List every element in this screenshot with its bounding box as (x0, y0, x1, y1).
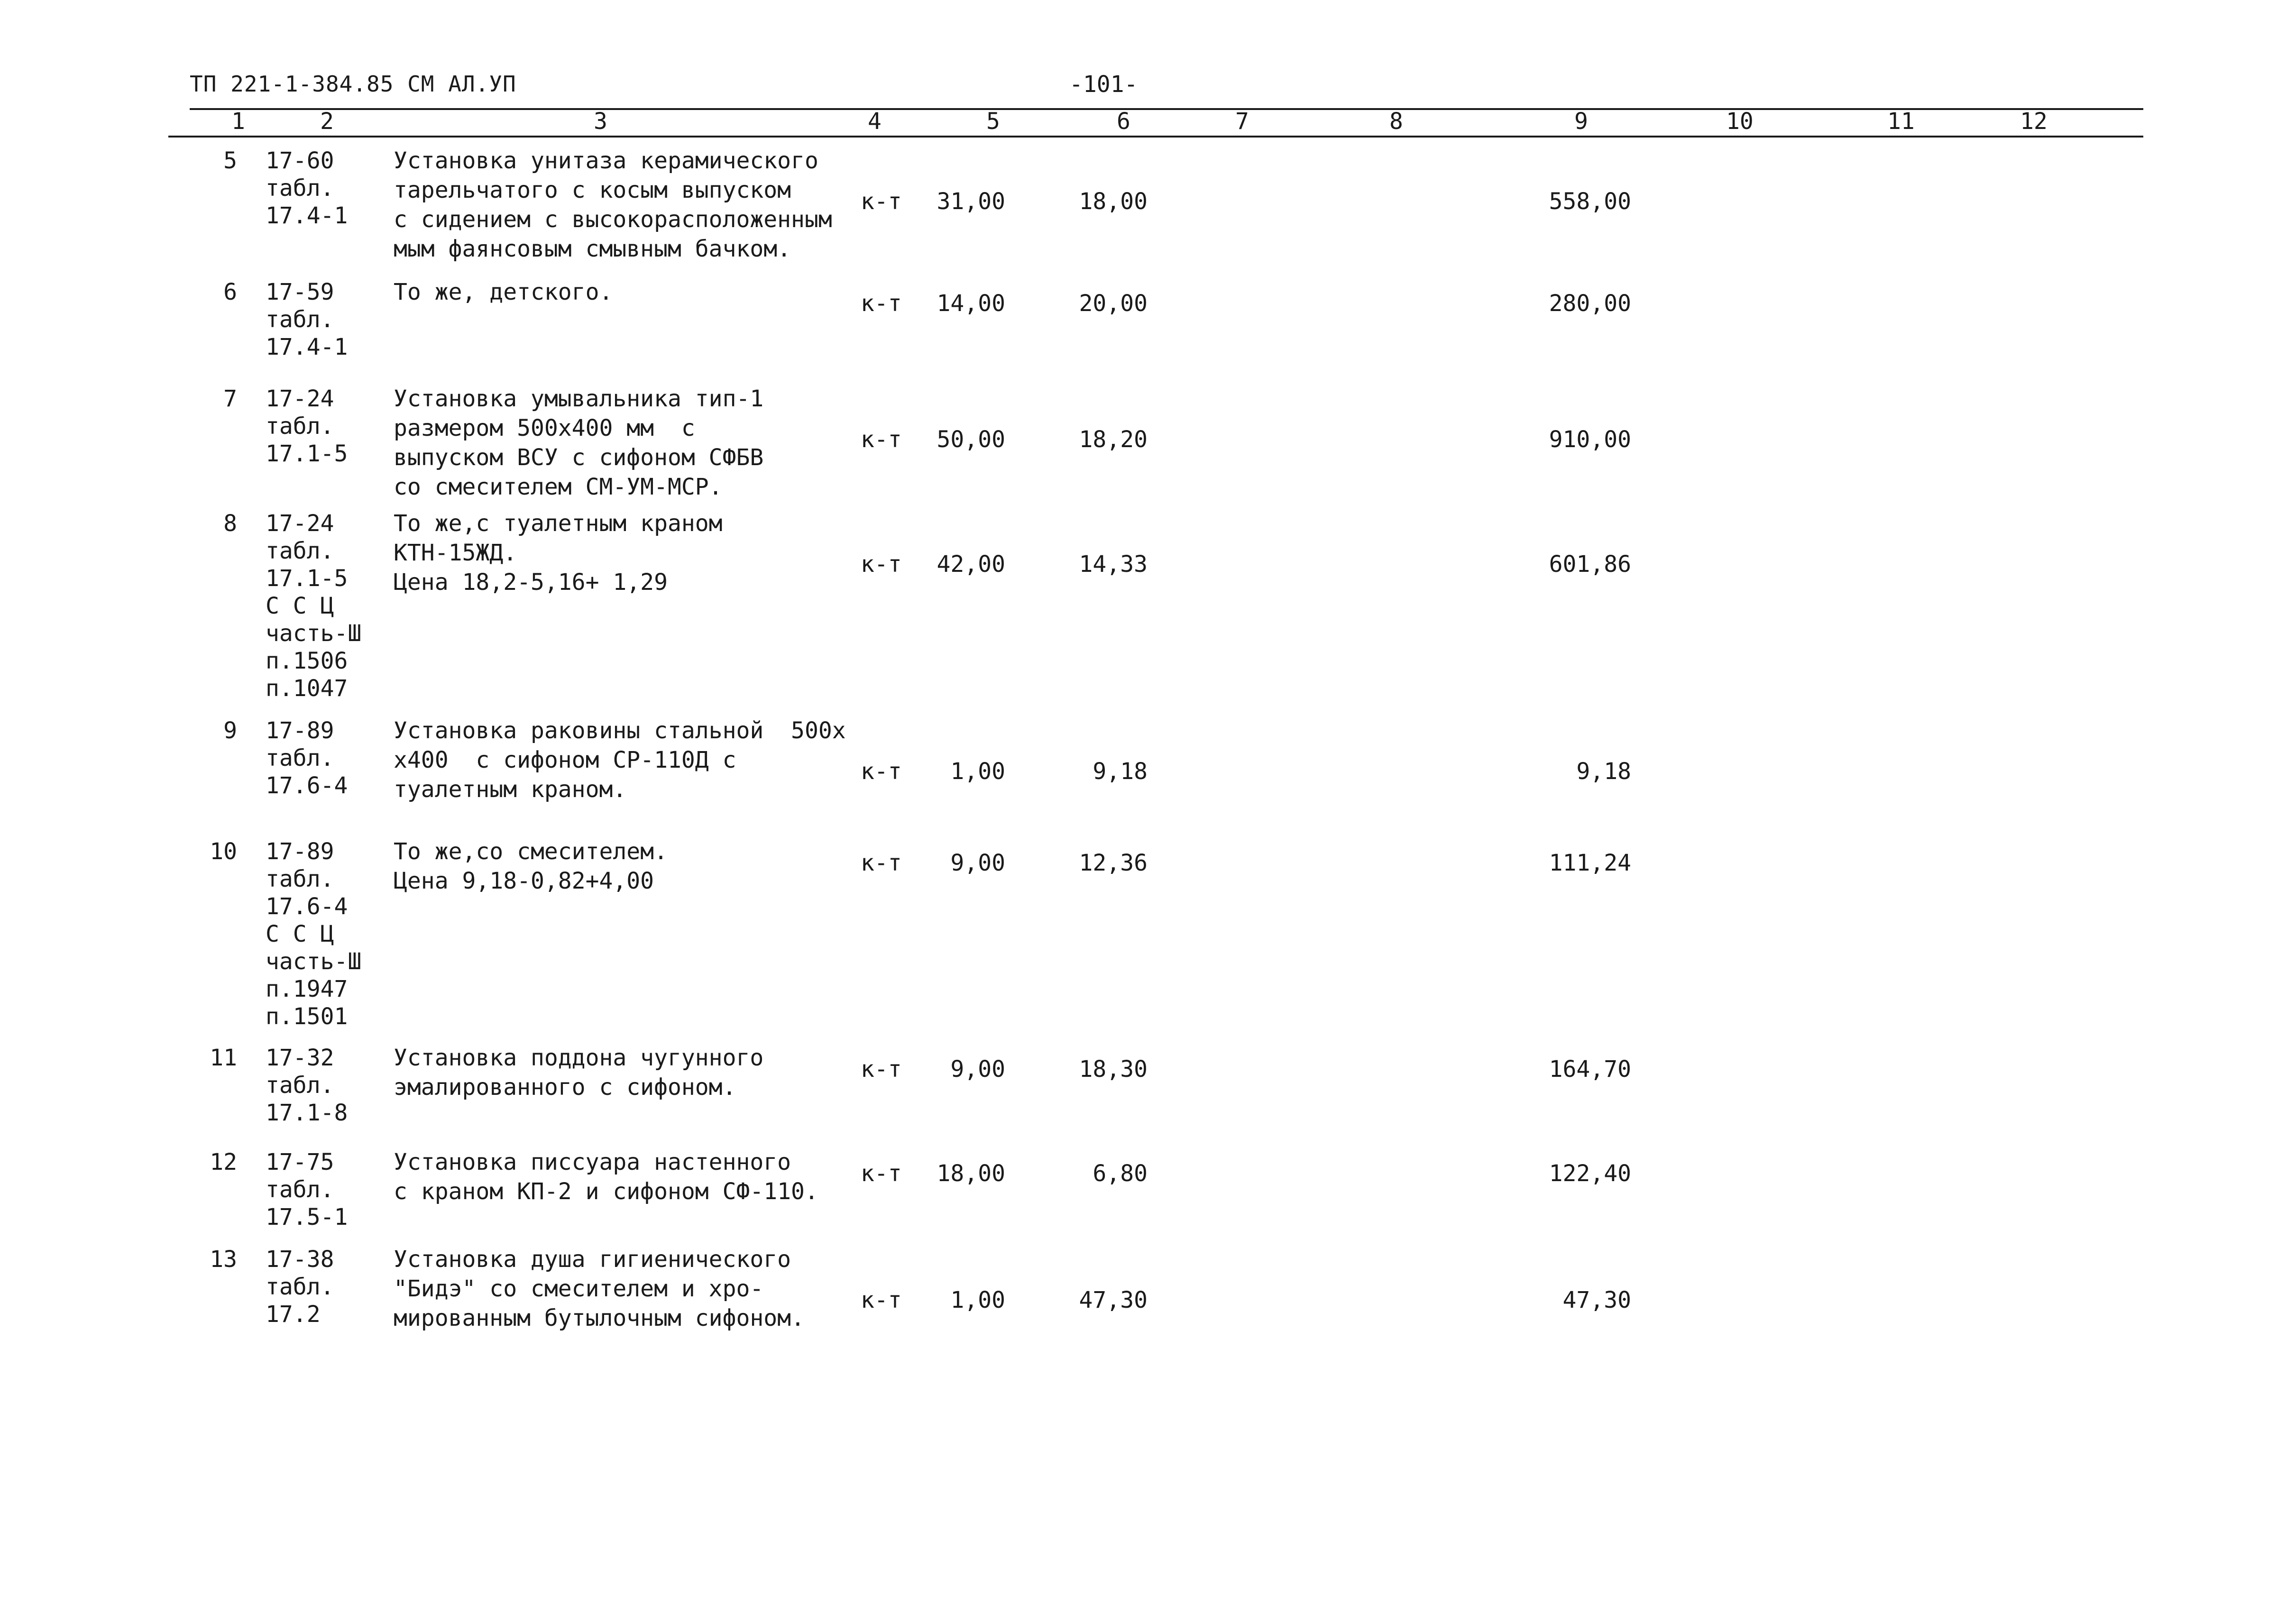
norm-reference-line: 17.1-5 (266, 565, 348, 592)
norm-reference-line: 17-38 (266, 1246, 334, 1273)
unit-cell: к-т (861, 1056, 902, 1083)
column-header-7: 7 (1235, 108, 1249, 135)
norm-reference-line: табл. (266, 1274, 334, 1300)
description-line: То же,со смесителем. (394, 838, 668, 865)
norm-reference-line: С С Ц (266, 593, 334, 619)
norm-reference-line: 17-24 (266, 510, 334, 537)
description-line: КТН-15ЖД. (394, 540, 517, 566)
norm-reference-line: п.1501 (266, 1003, 348, 1030)
norm-reference-line: табл. (266, 306, 334, 333)
column-header-3: 3 (594, 108, 607, 135)
description-line: Установка умывальника тип-1 (394, 385, 764, 412)
total-cost-cell: 601,86 (1549, 551, 1631, 578)
description-line: То же, детского. (394, 279, 613, 305)
unit-price-cell: 14,33 (1079, 551, 1148, 578)
unit-cell: к-т (861, 850, 902, 876)
unit-cell: к-т (861, 188, 902, 215)
description-line: мированным бутылочным сифоном. (394, 1305, 805, 1331)
norm-reference-line: 17-89 (266, 717, 334, 744)
column-header-6: 6 (1117, 108, 1130, 135)
quantity-cell: 1,00 (950, 758, 1005, 785)
column-header-12: 12 (2020, 108, 2048, 135)
unit-price-cell: 18,20 (1079, 426, 1148, 453)
unit-cell: к-т (861, 426, 902, 453)
unit-cell: к-т (861, 758, 902, 785)
norm-reference-line: 17-75 (266, 1149, 334, 1175)
document-code: ТП 221-1-384.85 СМ АЛ.УП (190, 71, 516, 97)
unit-price-cell: 9,18 (1093, 758, 1148, 785)
column-header-10: 10 (1726, 108, 1754, 135)
norm-reference-line: табл. (266, 1176, 334, 1203)
description-line: со смесителем СМ-УМ-МСР. (394, 474, 723, 500)
total-cost-cell: 558,00 (1549, 188, 1631, 215)
total-cost-cell: 111,24 (1549, 850, 1631, 876)
norm-reference-line: табл. (266, 175, 334, 202)
norm-reference-line: 17-89 (266, 838, 334, 865)
description-line: выпуском ВСУ с сифоном СФБВ (394, 444, 764, 471)
description-line: Установка поддона чугунного (394, 1045, 764, 1071)
norm-reference-line: 17.2 (266, 1301, 321, 1328)
quantity-cell: 9,00 (950, 850, 1005, 876)
norm-reference-line: табл. (266, 538, 334, 564)
quantity-cell: 18,00 (937, 1160, 1005, 1187)
norm-reference-line: п.1506 (266, 648, 348, 674)
norm-reference-line: п.1047 (266, 675, 348, 702)
norm-reference-line: табл. (266, 1072, 334, 1099)
norm-reference-line: 17.4-1 (266, 334, 348, 360)
column-header-11: 11 (1887, 108, 1915, 135)
page-number: -101- (1069, 71, 1138, 98)
norm-reference-line: 17-59 (266, 279, 334, 305)
quantity-cell: 1,00 (950, 1287, 1005, 1313)
unit-cell: к-т (861, 1160, 902, 1187)
row-number: 7 (223, 385, 237, 412)
description-line: Цена 18,2-5,16+ 1,29 (394, 569, 668, 596)
row-number: 9 (223, 717, 237, 744)
norm-reference-line: 17.1-5 (266, 440, 348, 467)
quantity-cell: 42,00 (937, 551, 1005, 578)
norm-reference-line: часть-Ш (266, 948, 362, 975)
unit-cell: к-т (861, 290, 902, 317)
description-line: тарельчатого с косым выпуском (394, 177, 791, 203)
description-line: Установка унитаза керамического (394, 147, 818, 174)
description-line: с сидением с высокорасположенным (394, 206, 832, 233)
column-header-9: 9 (1574, 108, 1588, 135)
description-line: "Бидэ" со смесителем и хро- (394, 1275, 764, 1302)
row-number: 5 (223, 147, 237, 174)
header-top-rule (190, 108, 2143, 110)
unit-price-cell: 12,36 (1079, 850, 1148, 876)
unit-price-cell: 6,80 (1093, 1160, 1148, 1187)
header-bottom-rule (168, 136, 2143, 138)
row-number: 8 (223, 510, 237, 537)
norm-reference-line: 17-24 (266, 385, 334, 412)
column-header-2: 2 (320, 108, 334, 135)
unit-cell: к-т (861, 551, 902, 578)
row-number: 12 (210, 1149, 237, 1175)
row-number: 11 (210, 1045, 237, 1071)
quantity-cell: 9,00 (950, 1056, 1005, 1083)
norm-reference-line: 17-32 (266, 1045, 334, 1071)
column-header-5: 5 (986, 108, 1000, 135)
description-line: Цена 9,18-0,82+4,00 (394, 868, 654, 894)
description-line: Установка душа гигиенического (394, 1246, 791, 1273)
quantity-cell: 31,00 (937, 188, 1005, 215)
description-line: туалетным краном. (394, 776, 627, 803)
total-cost-cell: 9,18 (1576, 758, 1631, 785)
total-cost-cell: 164,70 (1549, 1056, 1631, 1083)
description-line: мым фаянсовым смывным бачком. (394, 236, 791, 262)
norm-reference-line: 17-60 (266, 147, 334, 174)
norm-reference-line: С С Ц (266, 921, 334, 947)
row-number: 6 (223, 279, 237, 305)
row-number: 10 (210, 838, 237, 865)
total-cost-cell: 280,00 (1549, 290, 1631, 317)
quantity-cell: 50,00 (937, 426, 1005, 453)
norm-reference-line: 17.1-8 (266, 1100, 348, 1126)
norm-reference-line: п.1947 (266, 976, 348, 1002)
description-line: размером 500х400 мм с (394, 415, 695, 441)
description-line: Установка писсуара настенного (394, 1149, 791, 1175)
unit-price-cell: 18,30 (1079, 1056, 1148, 1083)
unit-price-cell: 47,30 (1079, 1287, 1148, 1313)
description-line: х400 с сифоном СР-110Д с (394, 747, 736, 773)
norm-reference-line: 17.5-1 (266, 1204, 348, 1230)
column-header-1: 1 (231, 108, 245, 135)
norm-reference-line: табл. (266, 866, 334, 892)
norm-reference-line: 17.4-1 (266, 202, 348, 229)
norm-reference-line: часть-Ш (266, 620, 362, 647)
unit-price-cell: 20,00 (1079, 290, 1148, 317)
norm-reference-line: 17.6-4 (266, 893, 348, 920)
row-number: 13 (210, 1246, 237, 1273)
column-header-8: 8 (1389, 108, 1403, 135)
column-header-4: 4 (868, 108, 882, 135)
total-cost-cell: 47,30 (1562, 1287, 1631, 1313)
unit-cell: к-т (861, 1287, 902, 1313)
total-cost-cell: 910,00 (1549, 426, 1631, 453)
quantity-cell: 14,00 (937, 290, 1005, 317)
norm-reference-line: табл. (266, 745, 334, 771)
total-cost-cell: 122,40 (1549, 1160, 1631, 1187)
unit-price-cell: 18,00 (1079, 188, 1148, 215)
norm-reference-line: 17.6-4 (266, 772, 348, 799)
description-line: эмалированного с сифоном. (394, 1074, 736, 1101)
description-line: Установка раковины стальной 500х (394, 717, 846, 744)
norm-reference-line: табл. (266, 413, 334, 440)
description-line: с краном КП-2 и сифоном СФ-110. (394, 1178, 818, 1205)
description-line: То же,с туалетным краном (394, 510, 723, 537)
